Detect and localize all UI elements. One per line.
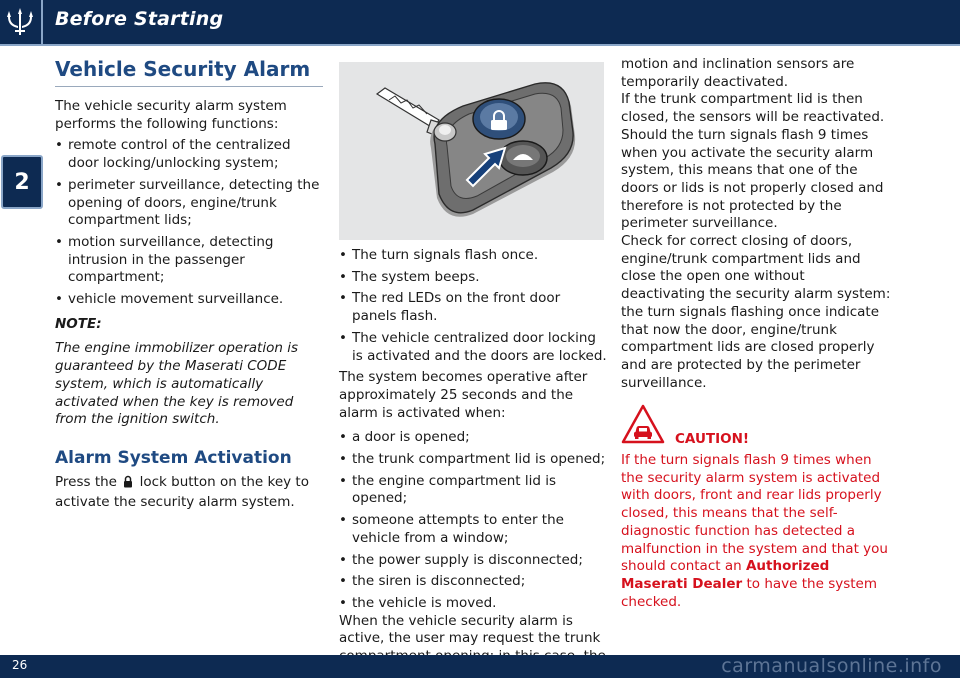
page-header — [0, 0, 960, 46]
list-item: • the siren is disconnected; — [339, 573, 607, 591]
chapter-strip — [0, 46, 44, 655]
page-footer — [0, 655, 960, 678]
activation-text-post: lock button on the key to activate the security alarm system. — [55, 473, 309, 510]
list-item: • The system beeps. — [339, 269, 607, 287]
caution-car-warning-icon — [621, 404, 665, 450]
caution-text-post: to have the system checked. — [621, 575, 878, 610]
column-left — [55, 56, 323, 511]
list-item: • vehicle movement surveillance. — [55, 291, 323, 309]
header-divider — [41, 0, 43, 44]
caution-title: CAUTION! — [675, 431, 750, 448]
reactivate-text: If the trunk compartment lid is then closed, the sensors will be reactivated. — [621, 91, 885, 126]
triggers-list — [339, 429, 607, 612]
chapter-tab[interactable]: 2 — [1, 155, 43, 209]
list-item: • The vehicle centralized door locking is activated and the doors are locked. — [339, 330, 607, 365]
caution-text — [621, 452, 891, 611]
list-item: • The turn signals flash once. — [339, 247, 607, 265]
operative-text: The system becomes operative after approximately 25 seconds and the alarm is activated when: — [339, 369, 588, 421]
activation-text-pre: Press the — [55, 473, 117, 490]
note-text: The engine immobilizer operation is guaranteed by the Maserati CODE system, which is automatically activated when the key is removed from the ignition switch. — [55, 340, 298, 428]
list-item: • remote control of the centralized door locking/unlocking system; — [55, 137, 323, 172]
subsection-title: Alarm System Activation — [55, 447, 292, 468]
effects-list — [339, 247, 607, 365]
caution-header — [621, 404, 891, 450]
remote-key-icon — [339, 62, 604, 240]
check-text: Check for correct closing of doors, engine/trunk compartment lids and close the open one without deactivating the security alarm system: the turn signals flashing once indicate that now the door, engine/trunk compartment lids are closed properly and are protected by the perimeter surveillance. — [621, 233, 891, 391]
authorized-dealer-text: Authorized Maserati Dealer — [621, 558, 830, 592]
list-item: • the engine compartment lid is opened; — [339, 473, 607, 508]
list-item: • the power supply is disconnected; — [339, 552, 607, 570]
list-item: • the vehicle is moved. — [339, 595, 607, 613]
lock-icon — [123, 475, 133, 494]
list-item: • motion surveillance, detecting intrusion in the passenger compartment; — [55, 234, 323, 287]
list-item: • perimeter surveillance, detecting the opening of doors, engine/trunk compartment lids; — [55, 177, 323, 230]
list-item: • a door is opened; — [339, 429, 607, 447]
header-title: Before Starting — [55, 8, 224, 30]
section-title: Vehicle Security Alarm — [55, 56, 323, 87]
column-right — [621, 56, 891, 611]
caution-text-pre: If the turn signals flash 9 times when the security alarm system is activated with doors, front and rear lids properly closed, this means that the self-diagnostic function has detected a malfunction in the system and that you should contact an — [621, 452, 888, 575]
page-number: 26 — [12, 658, 28, 672]
trident-logo-icon — [0, 0, 40, 44]
trunk-text-end: motion and inclination sensors are temporarily deactivated. — [621, 56, 855, 90]
note-label: NOTE: — [55, 315, 102, 332]
functions-list — [55, 137, 323, 308]
list-item: • someone attempts to enter the vehicle from a window; — [339, 512, 607, 547]
intro-text: The vehicle security alarm system performs the following functions: — [55, 98, 287, 132]
list-item: • the trunk compartment lid is opened; — [339, 451, 607, 469]
column-middle — [339, 56, 607, 666]
flash9-text: Should the turn signals flash 9 times when you activate the security alarm system, this means that one of the doors or lids is not properly closed and therefore is not protected by the perimeter surveillance. — [621, 126, 884, 232]
activation-text — [55, 474, 323, 511]
list-item: • The red LEDs on the front door panels flash. — [339, 290, 607, 325]
trunk-text-start: When the vehicle security alarm is active, the user may request the trunk — [339, 612, 601, 647]
watermark-text: carmanualsonline.info — [721, 655, 942, 677]
